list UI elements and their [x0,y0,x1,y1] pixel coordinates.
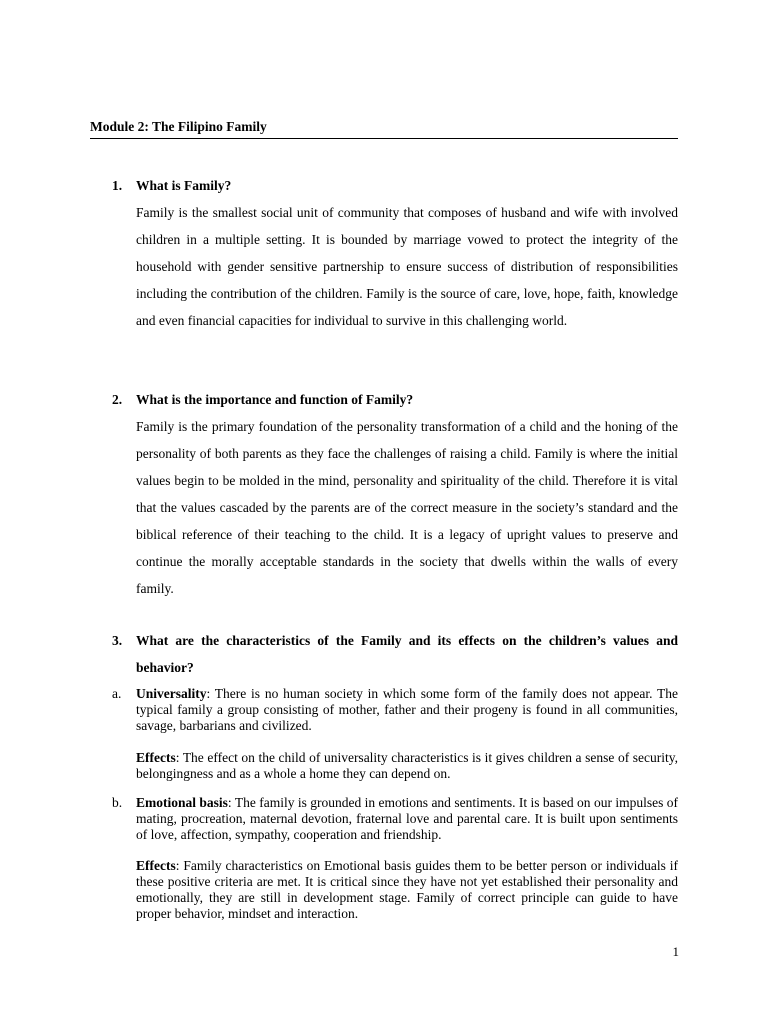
question-1-heading [112,172,678,199]
characteristic-text: : The family is grounded in emotions and sentiments. It is based on our impulses of mating, procreation, maternal devotion, fraternal love and parental care. It is built upon sentiments of love, affection, sympathy, cooperation and friendship. [136,795,678,842]
characteristic-universality [112,686,678,734]
universality-effects [136,750,678,782]
characteristic-label: Emotional basis [136,795,228,810]
question-number: 3. [112,633,123,648]
characteristic-body [112,686,678,734]
effects-label: Effects [136,858,176,873]
effects-text: : The effect on the child of universality characteristics is it gives children a sense of security, belongingness and as a whole a home they can depend on. [136,750,678,781]
question-3-heading [112,627,678,681]
list-letter: b. [112,795,123,810]
list-letter: a. [112,686,122,701]
effects-text: : Family characteristics on Emotional basis guides them to be better person or individuals if these positive criteria are met. It is critical since they have not yet established their personality and emotionally, they are still in development stage. Family of correct principle can guide to have proper behavior, mindset and interaction. [136,858,678,921]
question-title: What is the importance and function of Family? [136,392,414,407]
characteristic-body [112,795,678,843]
page-number: 1 [672,944,679,959]
emotional-basis-effects [136,858,678,922]
characteristic-label: Universality [136,686,207,701]
effects-label: Effects [136,750,176,765]
question-title: What are the characteristics of the Family and its effects on the children’s values and behavior? [136,633,678,675]
characteristic-emotional-basis [112,795,678,843]
question-number: 2. [112,392,123,407]
question-1-answer: Family is the smallest social unit of community that composes of husband and wife with involved children in a multiple setting. It is bounded by marriage vowed to protect the integrity of the household with gender sensitive partnership to ensure success of distribution of responsibilities including the contribution of the children. Family is the source of care, love, hope, faith, knowledge and even financial capacities for individual to survive in this challenging world. [136,205,678,328]
question-number: 1. [112,178,123,193]
question-2-answer: Family is the primary foundation of the personality transformation of a child and the honing of the personality of both parents as they face the challenges of raising a child. Family is where the initial values begin to be molded in the mind, personality and spirituality of the child. Therefore it is vital that the values cascaded by the parents are of the correct measure in the society’s standard and the biblical reference of their teaching to the child. It is a legacy of upright values to preserve and continue the morally acceptable standards in the society that dwells within the walls of every family. [136,419,678,596]
question-title: What is Family? [136,178,232,193]
module-title: Module 2: The Filipino Family [90,119,678,139]
characteristic-text: : There is no human society in which some form of the family does not appear. The typical family a group consisting of mother, father and their progeny is found in all communities, savage, barbarians and civilized. [136,686,678,733]
question-2-heading [112,386,678,413]
